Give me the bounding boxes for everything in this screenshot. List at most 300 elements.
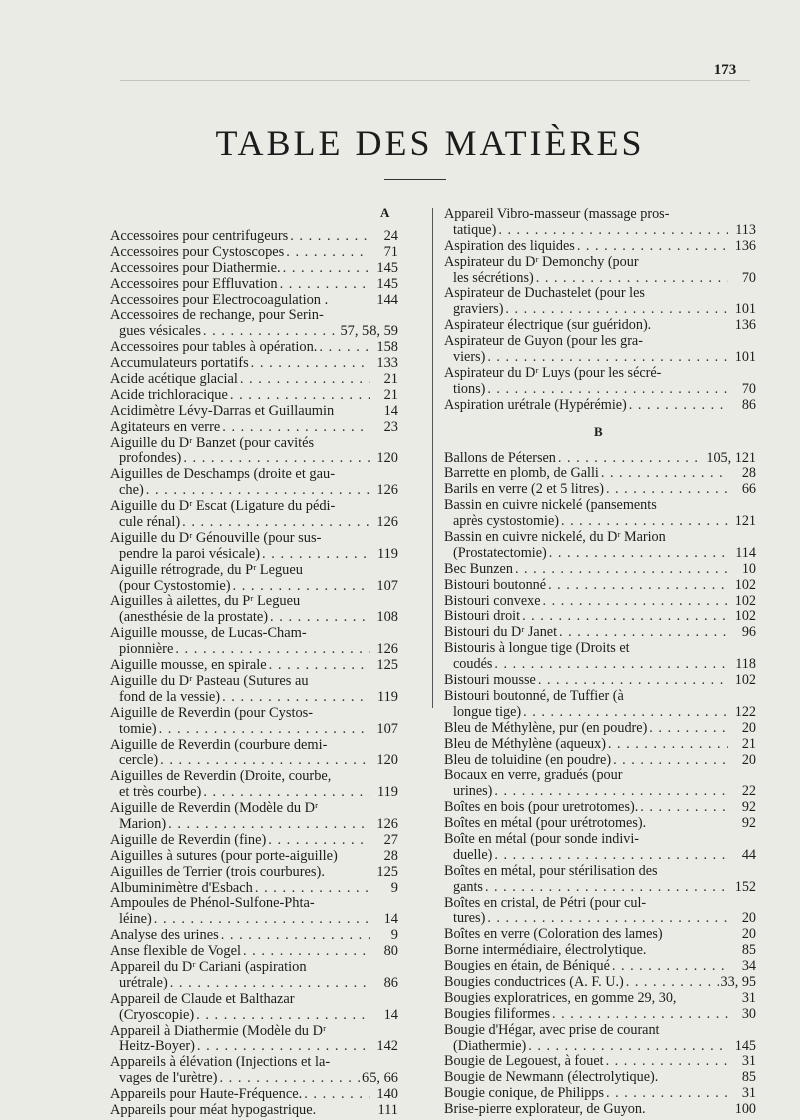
leader-dots xyxy=(182,515,370,531)
leader-dots xyxy=(160,753,370,769)
index-entry xyxy=(444,768,756,784)
entry-page: 145 xyxy=(734,1037,756,1054)
index-entry xyxy=(110,674,398,690)
index-entry xyxy=(110,626,398,642)
index-entry xyxy=(110,277,398,293)
index-entry xyxy=(110,515,398,531)
entry-text: Brise-pierre explorateur, de Guyon. xyxy=(444,1101,646,1118)
index-entry xyxy=(444,991,756,1007)
index-entry xyxy=(444,334,756,350)
index-entry xyxy=(110,849,398,865)
index-entry xyxy=(444,896,756,912)
right-column xyxy=(444,207,756,1118)
leader-dots xyxy=(649,721,728,737)
leader-dots xyxy=(175,642,370,658)
entry-text: Aiguille du Dʳ Escat (Ligature du pédi- xyxy=(110,498,336,515)
index-entry xyxy=(110,404,398,420)
entry-page: 125 xyxy=(376,657,398,674)
index-entry xyxy=(444,466,756,482)
entry-text: gues vésicales xyxy=(119,323,201,340)
leader-dots xyxy=(230,388,370,404)
index-entry xyxy=(444,975,756,991)
entry-page: 126 xyxy=(376,514,398,531)
entry-text: Appareil du Dʳ Cariani (aspiration xyxy=(110,958,307,975)
entry-text: viers) xyxy=(453,349,486,366)
leader-dots xyxy=(498,223,728,239)
leader-dots xyxy=(251,356,370,372)
entry-page: 34 xyxy=(741,958,756,975)
entry-page: 86 xyxy=(741,396,756,413)
entry-text: Ballons de Pétersen xyxy=(444,449,556,466)
entry-text: Bougie d'Hégar, avec prise de courant xyxy=(444,1021,660,1038)
entry-text: Aiguilles de Reverdin (Droite, courbe, xyxy=(110,768,332,785)
entry-page: 66 xyxy=(741,481,756,498)
entry-text: urines) xyxy=(453,783,493,800)
entry-text: Bistouri droit xyxy=(444,608,521,625)
leader-dots xyxy=(528,1039,728,1055)
entry-text: Aiguille de Reverdin (pour Cystos- xyxy=(110,704,314,721)
entry-page: 92 xyxy=(741,815,756,832)
index-entry xyxy=(110,594,398,610)
leader-dots xyxy=(243,944,370,960)
entry-text: Accessoires de rechange, pour Serin- xyxy=(110,307,324,324)
index-entry xyxy=(110,817,398,833)
entry-text: Accessoires pour Diathermie. xyxy=(110,259,281,276)
entry-page: 20 xyxy=(741,926,756,943)
leader-dots xyxy=(548,578,728,594)
entry-text: Boîtes en verre (Coloration des lames) xyxy=(444,926,663,943)
entry-text: après cystostomie) xyxy=(453,513,559,530)
entry-text: Aspiration des liquides xyxy=(444,237,575,254)
entry-text: Bassin en cuivre nickelé (pansements xyxy=(444,497,657,514)
entry-page: 120 xyxy=(376,752,398,769)
entry-text: Aspirateur de Duchastelet (pour les xyxy=(444,285,645,302)
index-entry xyxy=(444,737,756,753)
entry-page: 14 xyxy=(383,402,398,419)
entry-page: 22 xyxy=(741,783,756,800)
entry-page: 31 xyxy=(741,989,756,1006)
entry-text: Aspirateur de Guyon (pour les gra- xyxy=(444,333,643,350)
entry-text: Appareils à élévation (Injections et la- xyxy=(110,1054,331,1071)
entry-text: cercle) xyxy=(119,752,159,769)
index-entry xyxy=(110,308,398,324)
leader-dots xyxy=(505,302,728,318)
index-entry xyxy=(110,563,398,579)
leader-dots xyxy=(606,1086,728,1102)
leader-dots xyxy=(268,833,370,849)
entry-page: 119 xyxy=(376,784,398,801)
index-entry xyxy=(444,721,756,737)
index-entry xyxy=(444,1007,756,1023)
title-rule xyxy=(384,179,446,180)
entry-text: Aiguille rétrograde, du Pʳ Legueu xyxy=(110,561,303,578)
leader-dots xyxy=(606,482,728,498)
entry-text: Bougie de Newmann (électrolytique). xyxy=(444,1069,659,1086)
section-letter-b: B xyxy=(594,423,603,439)
entry-page: 102 xyxy=(734,608,756,625)
entry-page: 126 xyxy=(376,815,398,832)
leader-dots xyxy=(522,609,728,625)
index-entry xyxy=(110,1039,398,1055)
index-entry xyxy=(110,1055,398,1071)
entry-page: 102 xyxy=(734,592,756,609)
leader-dots xyxy=(196,1008,370,1024)
index-entry xyxy=(444,530,756,546)
entry-text: coudés xyxy=(453,656,493,673)
index-entry xyxy=(110,753,398,769)
entry-page: 119 xyxy=(376,688,398,705)
index-entry xyxy=(110,881,398,897)
entry-text: vages de l'urètre) xyxy=(119,1070,218,1087)
entry-page: 107 xyxy=(376,720,398,737)
leader-dots xyxy=(255,881,370,897)
leader-dots xyxy=(286,245,370,261)
index-entry xyxy=(110,801,398,817)
entry-text: gants xyxy=(453,878,483,895)
left-column xyxy=(110,204,398,1119)
entry-text: Aiguille mousse, de Lucas-Cham- xyxy=(110,625,307,642)
index-entry xyxy=(110,229,398,245)
index-entry xyxy=(444,832,756,848)
entry-text: Albuminimètre d'Esbach xyxy=(110,879,253,896)
entry-text: Bleu de toluidine (en poudre) xyxy=(444,751,612,768)
leader-dots xyxy=(283,261,370,277)
entry-page: 28 xyxy=(383,847,398,864)
index-entry xyxy=(110,372,398,388)
index-entry xyxy=(110,1071,398,1087)
leader-dots xyxy=(280,277,370,293)
entry-text: Bistouri boutonné, de Tuffier (à xyxy=(444,687,624,704)
entry-page: 120 xyxy=(376,450,398,467)
index-entry xyxy=(110,865,398,881)
entry-text: tomie) xyxy=(119,720,157,737)
entry-page: 118 xyxy=(735,656,756,673)
entry-page: 119 xyxy=(376,545,398,562)
index-entry xyxy=(110,1024,398,1040)
index-entry xyxy=(110,738,398,754)
entry-page: 101 xyxy=(734,301,756,318)
index-entry xyxy=(110,1087,398,1103)
entry-text: che) xyxy=(119,482,144,499)
entry-text: Bec Bunzen xyxy=(444,560,513,577)
index-entry xyxy=(444,382,756,398)
entry-page: 145 xyxy=(376,275,398,292)
entry-page: 44 xyxy=(741,846,756,863)
entry-page: 114 xyxy=(735,544,756,561)
right-entry-list xyxy=(444,451,756,1118)
index-entry xyxy=(444,800,756,816)
entry-text: Aiguille du Dʳ Pasteau (Sutures au xyxy=(110,672,309,689)
entry-text: Bistouri convexe xyxy=(444,592,541,609)
index-entry xyxy=(444,207,756,223)
entry-text: Bougie de Legouest, à fouet xyxy=(444,1053,604,1070)
index-entry xyxy=(110,547,398,563)
entry-text: Acide acétique glacial xyxy=(110,371,238,388)
leader-dots xyxy=(494,848,728,864)
entry-text: Aiguilles de Deschamps (droite et gau- xyxy=(110,466,335,483)
index-entry xyxy=(444,514,756,530)
index-entry xyxy=(444,302,756,318)
entry-page: 57, 58, 59 xyxy=(340,323,398,340)
column-divider xyxy=(432,208,433,708)
entry-page: 21 xyxy=(383,386,398,403)
entry-text: Analyse des urines xyxy=(110,927,219,944)
entry-text: Bougies conductrices (A. F. U.) xyxy=(444,973,624,990)
entry-text: Aiguille du Dʳ Banzet (pour cavités xyxy=(110,434,315,451)
entry-text: (pour Cystostomie) xyxy=(119,577,231,594)
index-entry xyxy=(444,848,756,864)
entry-text: Barrette en plomb, de Galli xyxy=(444,465,599,482)
leader-dots xyxy=(487,911,728,927)
entry-text: Bistouris à longue tige (Droits et xyxy=(444,640,630,657)
index-entry xyxy=(444,451,756,467)
index-entry xyxy=(444,239,756,255)
index-entry xyxy=(444,498,756,514)
entry-text: profondes) xyxy=(119,450,182,467)
index-entry xyxy=(444,625,756,641)
index-entry xyxy=(110,706,398,722)
index-entry xyxy=(444,255,756,271)
entry-page: 126 xyxy=(376,641,398,658)
entry-text: Appareil à Diathermie (Modèle du Dʳ xyxy=(110,1022,327,1039)
entry-text: Acide trichloracique xyxy=(110,386,228,403)
index-entry xyxy=(110,960,398,976)
index-entry xyxy=(110,722,398,738)
entry-page: 65, 66 xyxy=(362,1070,398,1087)
entry-text: Accessoires pour tables à opération. xyxy=(110,339,318,356)
entry-text: Bougies filiformes xyxy=(444,1005,550,1022)
entry-text: Bougie conique, de Philipps xyxy=(444,1085,604,1102)
entry-text: Appareils pour Haute-Fréquence. xyxy=(110,1086,303,1103)
index-entry xyxy=(444,1054,756,1070)
index-entry xyxy=(110,388,398,404)
entry-text: léine) xyxy=(119,911,152,928)
entry-text: pendre la paroi vésicale) xyxy=(119,545,261,562)
index-entry xyxy=(444,880,756,896)
entry-text: et très courbe) xyxy=(119,784,202,801)
entry-page: 9 xyxy=(390,879,398,896)
index-entry xyxy=(110,642,398,658)
index-entry xyxy=(444,673,756,689)
index-entry xyxy=(110,261,398,277)
entry-page: 80 xyxy=(383,943,398,960)
entry-text: Heitz-Boyer) xyxy=(119,1038,195,1055)
leader-dots xyxy=(203,785,370,801)
entry-page: 92 xyxy=(741,799,756,816)
entry-text: Accessoires pour centrifugeurs xyxy=(110,228,289,244)
index-entry xyxy=(110,467,398,483)
entry-text: fond de la vessie) xyxy=(119,688,221,705)
entry-text: Anse flexible de Vogel xyxy=(110,943,241,960)
index-entry xyxy=(444,943,756,959)
entry-text: longue tige) xyxy=(453,703,522,720)
index-entry xyxy=(110,912,398,928)
entry-text: Accessoires pour Electrocoagulation . xyxy=(110,291,329,308)
entry-page: 85 xyxy=(741,1069,756,1086)
leader-dots xyxy=(146,483,370,499)
entry-page: 96 xyxy=(741,624,756,641)
leader-dots xyxy=(485,880,728,896)
entry-text: Appareil de Claude et Balthazar xyxy=(110,990,295,1007)
entry-text: Appareils pour méat hypogastrique. xyxy=(110,1101,317,1118)
index-entry xyxy=(110,420,398,436)
leader-dots xyxy=(523,705,728,721)
leader-dots xyxy=(552,1007,728,1023)
leader-dots xyxy=(319,340,370,356)
index-entry xyxy=(444,318,756,334)
leader-dots xyxy=(559,625,728,641)
index-entry xyxy=(110,690,398,706)
index-entry xyxy=(110,658,398,674)
entry-page: 144 xyxy=(376,291,398,308)
leader-dots xyxy=(494,784,728,800)
entry-text: Bistouri du Dʳ Janet xyxy=(444,624,558,641)
entry-page: 102 xyxy=(734,672,756,689)
left-entry-list xyxy=(110,229,398,1119)
entry-text: Aspirateur du Dʳ Luys (pour les sécré- xyxy=(444,364,662,381)
entry-text: (Prostatectomie) xyxy=(453,544,547,561)
entry-page: 70 xyxy=(741,269,756,286)
entry-page: 27 xyxy=(383,831,398,848)
entry-text: Accessoires pour Effluvation xyxy=(110,275,278,292)
entry-text: Barils en verre (2 et 5 litres) xyxy=(444,481,604,498)
entry-page: 14 xyxy=(383,1006,398,1023)
index-entry xyxy=(444,562,756,578)
entry-text: Bougies exploratrices, en gomme 29, 30, xyxy=(444,989,677,1006)
index-entry xyxy=(110,785,398,801)
entry-text: urétrale) xyxy=(119,974,168,991)
entry-page: 145 xyxy=(376,259,398,276)
index-entry xyxy=(444,286,756,302)
index-entry xyxy=(444,594,756,610)
entry-text: Bistouri boutonné xyxy=(444,576,547,593)
index-entry xyxy=(110,579,398,595)
entry-text: Bassin en cuivre nickelé, du Dʳ Marion xyxy=(444,529,666,546)
entry-page: 140 xyxy=(376,1086,398,1103)
index-entry xyxy=(110,896,398,912)
leader-dots xyxy=(168,817,370,833)
entry-page: 142 xyxy=(376,1038,398,1055)
entry-text: Aiguilles à sutures (pour porte-aiguille) xyxy=(110,847,338,864)
index-entry xyxy=(444,816,756,832)
entry-text: Boîtes en métal, pour stérilisation des xyxy=(444,862,658,879)
index-entry xyxy=(444,1086,756,1102)
entry-page: 113 xyxy=(735,221,756,238)
entry-page: 136 xyxy=(734,237,756,254)
leader-dots xyxy=(640,800,728,816)
leader-dots xyxy=(240,372,370,388)
index-entry xyxy=(444,546,756,562)
entry-page: 71 xyxy=(383,243,398,260)
leader-dots xyxy=(221,928,370,944)
entry-text: (Cryoscopie) xyxy=(119,1006,195,1023)
index-entry xyxy=(110,976,398,992)
entry-text: Aiguille du Dʳ Génouville (pour sus- xyxy=(110,529,322,546)
entry-text: Ampoules de Phénol-Sulfone-Phta- xyxy=(110,895,315,912)
entry-text: Aiguilles à ailettes, du Pʳ Legueu xyxy=(110,593,301,610)
index-entry xyxy=(110,531,398,547)
leader-dots xyxy=(154,912,370,928)
entry-page: 122 xyxy=(734,703,756,720)
index-entry xyxy=(444,271,756,287)
entry-text: Aspiration urétrale (Hypérémie) xyxy=(444,396,627,413)
entry-page: 33, 95 xyxy=(720,973,756,990)
leader-dots xyxy=(262,547,370,563)
entry-text: les sécrétions) xyxy=(453,269,534,286)
leader-dots xyxy=(543,594,728,610)
entry-text: tures) xyxy=(453,910,486,927)
entry-page: 133 xyxy=(376,355,398,372)
leader-dots xyxy=(183,451,370,467)
entry-page: 158 xyxy=(376,339,398,356)
index-entry xyxy=(110,610,398,626)
page-title: TABLE DES MATIÈRES xyxy=(215,123,645,163)
index-entry xyxy=(444,1039,756,1055)
entry-page: 21 xyxy=(741,735,756,752)
index-entry xyxy=(110,1008,398,1024)
index-entry xyxy=(110,499,398,515)
entry-text: Bistouri mousse xyxy=(444,672,536,689)
leader-dots xyxy=(606,1054,728,1070)
index-entry xyxy=(110,483,398,499)
leader-dots xyxy=(222,690,370,706)
entry-page: 136 xyxy=(734,317,756,334)
entry-text: Aiguille de Reverdin (Modèle du Dʳ xyxy=(110,800,319,817)
entry-text: Acidimètre Lévy-Darras et Guillaumin xyxy=(110,402,335,419)
entry-page: 23 xyxy=(383,418,398,435)
leader-dots xyxy=(219,1071,360,1087)
entry-page: 152 xyxy=(734,878,756,895)
entry-text: Aspirateur électrique (sur guéridon). xyxy=(444,317,652,334)
entry-text: Agitateurs en verre xyxy=(110,418,221,435)
entry-page: 31 xyxy=(741,1085,756,1102)
entry-page: 28 xyxy=(741,465,756,482)
leader-dots xyxy=(270,610,370,626)
leader-dots xyxy=(487,350,728,366)
entry-page: 102 xyxy=(734,576,756,593)
leader-dots xyxy=(233,579,370,595)
index-entry xyxy=(444,350,756,366)
index-entry xyxy=(444,689,756,705)
leader-dots xyxy=(558,451,704,467)
entry-text: Aiguilles de Terrier (trois courbures). xyxy=(110,863,325,880)
entry-text: Accessoires pour Cystoscopes xyxy=(110,243,285,260)
leader-dots xyxy=(494,657,728,673)
leader-dots xyxy=(290,229,370,245)
entry-page: 86 xyxy=(383,974,398,991)
index-entry xyxy=(110,1103,398,1119)
leader-dots xyxy=(626,975,719,991)
leader-dots xyxy=(222,420,370,436)
index-entry xyxy=(444,657,756,673)
entry-page: 70 xyxy=(741,380,756,397)
entry-page: 9 xyxy=(390,927,398,944)
index-entry xyxy=(444,1102,756,1118)
entry-page: 24 xyxy=(383,228,398,244)
entry-page: 14 xyxy=(383,911,398,928)
entry-text: Boîtes en métal (pour urétrotomes). xyxy=(444,815,647,832)
leader-dots xyxy=(577,239,728,255)
entry-page: 20 xyxy=(741,910,756,927)
index-entry xyxy=(110,928,398,944)
entry-text: Boîtes en bois (pour uretrotomes). xyxy=(444,799,639,816)
entry-text: Bocaux en verre, gradués (pour xyxy=(444,767,623,784)
index-entry xyxy=(444,927,756,943)
leader-dots xyxy=(487,382,728,398)
header-rule xyxy=(120,80,750,81)
entry-text: Aiguille de Reverdin (fine) xyxy=(110,831,267,848)
index-entry xyxy=(444,223,756,239)
